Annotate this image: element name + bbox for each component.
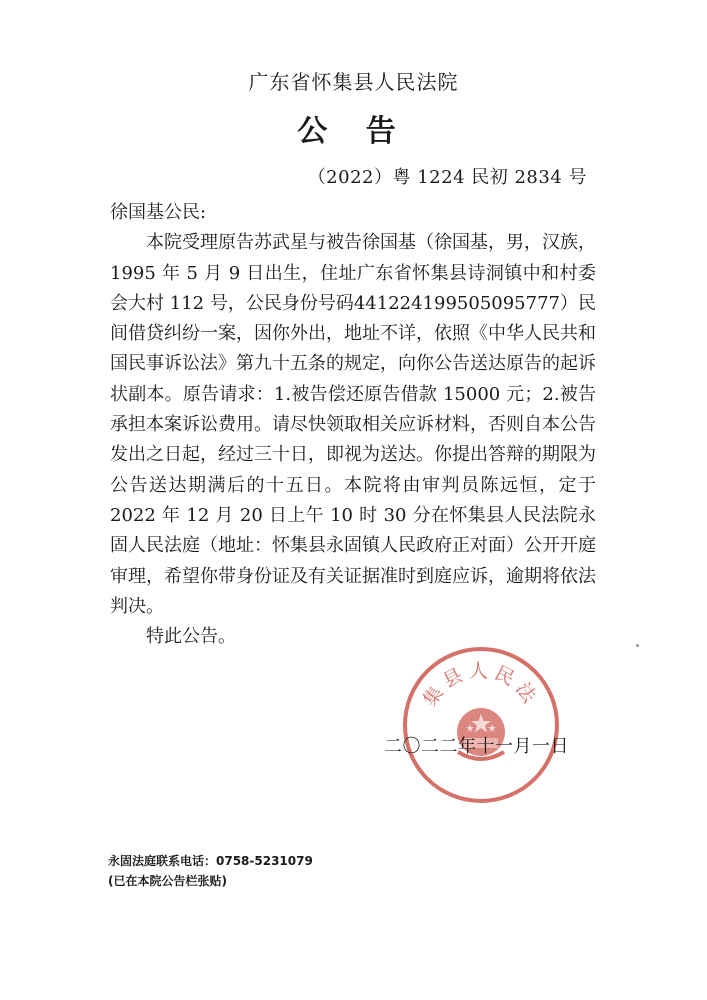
court-seal-icon	[400, 644, 562, 806]
notice-body	[110, 198, 596, 652]
case-number: （2022）粤 1224 民初 2834 号	[307, 167, 587, 188]
notice-paragraph-closing: 特此公告。	[146, 626, 236, 648]
seal-text: 集县人民法	[418, 660, 544, 711]
notice-paragraph-main: 本院受理原告苏武星与被告徐国基（徐国基，男，汉族，1995 年 5 月 9 日出生，住址广东省怀集县诗洞镇中和村委会大村 112 号，公民身份号码441224199505095777）民间借贷纠纷一案，因你外出，地址不详，依照《中华人民共和国民事诉讼法》第九十五条的规定，向你公告送达原告的起诉状副本。原告请求：1.被告偿还原告借款 15000 元；2.被告承担本案诉讼费用。请尽快领取相关应诉材料，否则自本公告发出之日起，经过三十日，即视为送达。你提出答辩的期限为公告送达期满后的十五日。本院将由审判员陈远恒，定于 2022 年 12 月 20 日上午 10 时 30 分在怀集县人民法院永固人民法庭（地址：怀集县永固镇人民政府正对面）公开开庭审理，希望你带身份证及有关证据准时到庭应诉，逾期将依法判决。	[110, 232, 596, 617]
signature-date: 二〇二二年十一月一日	[384, 736, 569, 757]
court-name: 广东省怀集县人民法院	[248, 70, 459, 94]
salutation: 徐国基公民:	[110, 202, 207, 223]
document-title: 公 告	[297, 114, 410, 149]
posting-note: (已在本院公告栏张贴)	[108, 874, 227, 888]
footer	[108, 851, 313, 891]
court-contact-phone: 永固法庭联系电话：0758-5231079	[108, 854, 313, 868]
scan-speck	[636, 644, 639, 647]
